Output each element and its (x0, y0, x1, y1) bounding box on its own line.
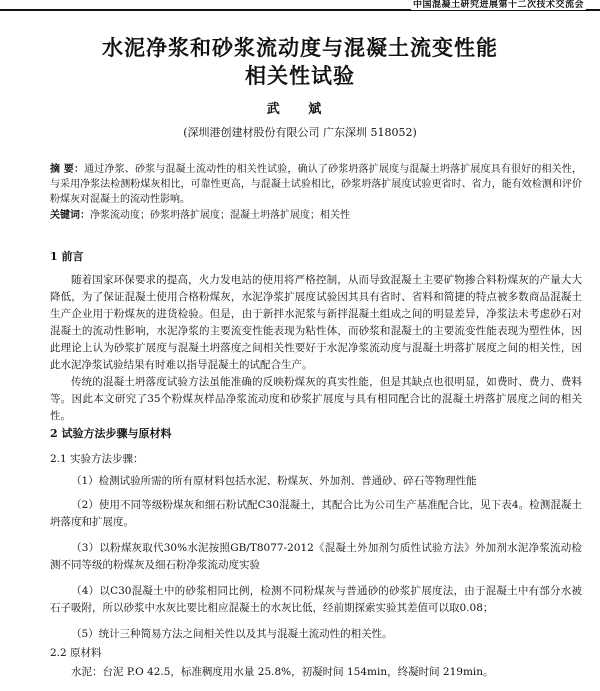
keywords-text: 净浆流动度；砂浆坍落扩展度；混凝土坍落扩展度；相关性 (90, 210, 350, 221)
page-header (0, 0, 600, 14)
paper-title-line-1: 水泥净浆和砂浆流动度与混凝土流变性能 (102, 36, 498, 60)
abstract-text: 通过净浆、砂浆与混凝土流动性的相关性试验，确认了砂浆坍落扩展度与混凝土坍落扩展度具有很好的相关性，与采用净浆法检测粉煤灰相比，可靠性更高，与混凝土试验相比，砂浆坍落扩展度试验更省时、省力，能有效检测和评价粉煤灰对混凝土的流动性影响。 (50, 164, 583, 205)
materials-cement: 水泥：台泥 P.O 42.5，标准稠度用水量 25.8%，初凝时间 154min，终凝时间 219min。 (71, 666, 494, 678)
method-step-3: （3）以粉煤灰取代30%水泥按照GB/T8077-2012《混凝土外加剂匀质性试验方法》外加剂水泥净浆流动检测不同等级的粉煤灰及细石粉净浆流动度实验 (50, 542, 582, 571)
section-2-1-heading: 2.1 实验方法步骤： (50, 453, 144, 465)
running-title: 中国混凝土研究进展第十二次技术交流会 (411, 0, 586, 10)
intro-paragraph-1: 随着国家环保要求的提高，火力发电站的使用将严格控制，从而导致混凝土主要矿物掺合料粉煤灰的产量大大降低，为了保证混凝土使用合格粉煤灰，水泥净浆扩展度试验因其具有省时、省料和简捷的特点被多数商品混凝土生产企业用于粉煤灰的进货检验。但是，由于新拌水泥浆与新拌混凝土组成之间的明显差异，净浆法未考虑砂石对混凝土的流动性影响，水泥净浆的主要流变性能表现为粘性体，而砂浆和混凝土的主要流变性能表现为塑性体，因此理论上认为砂浆扩展度与混凝土坍落度之间相关性要好于水泥净浆流动度与混凝土坍落扩展度之间的相关性，因此水泥净浆试验结果有时难以指导混凝土的试配合生产。 (50, 274, 582, 371)
author: 武 斌 (266, 102, 334, 117)
paper-title-line-2: 相关性试验 (245, 64, 355, 88)
keywords (50, 208, 582, 223)
method-step-5: （5）统计三种简易方法之间相关性以及其与混凝土流动性的相关性。 (71, 628, 393, 640)
method-step-4: （4）以C30混凝土中的砂浆相同比例，检测不同粉煤灰与普通砂的砂浆扩展度法，由于混凝土中有部分水被石子吸附，所以砂浆中水灰比要比相应混凝土的水灰比低，经前期探索实验其差值可以取0.08； (50, 585, 582, 614)
method-step-1: （1）检测试验所需的所有原材料包括水泥、粉煤灰、外加剂、普通砂、碎石等物理性能 (71, 475, 477, 487)
method-step-2: （2）使用不同等级粉煤灰和细石粉试配C30混凝土，其配合比为公司生产基准配合比，见下表4。检测混凝土坍落度和扩展度。 (50, 499, 582, 528)
keywords-label: 关键词： (50, 210, 90, 221)
section-1-heading: 1 前言 (50, 250, 84, 263)
abstract (50, 162, 582, 207)
section-2-heading: 2 试验方法步骤与原材料 (50, 427, 172, 440)
intro-paragraph-2: 传统的混凝土坍落度试验方法虽能准确的反映粉煤灰的真实性能，但是其缺点也很明显，如费时、费力、费料等。因此本文研究了35个粉煤灰样品净浆流动度和砂浆扩展度与具有相同配合比的混凝土坍落扩展度之间的相关性。 (50, 376, 582, 422)
abstract-label: 摘 要： (50, 164, 85, 175)
affiliation: (深圳港创建材股份有限公司 广东深圳 518052) (183, 126, 417, 139)
section-2-2-heading: 2.2 原材料 (50, 647, 102, 659)
